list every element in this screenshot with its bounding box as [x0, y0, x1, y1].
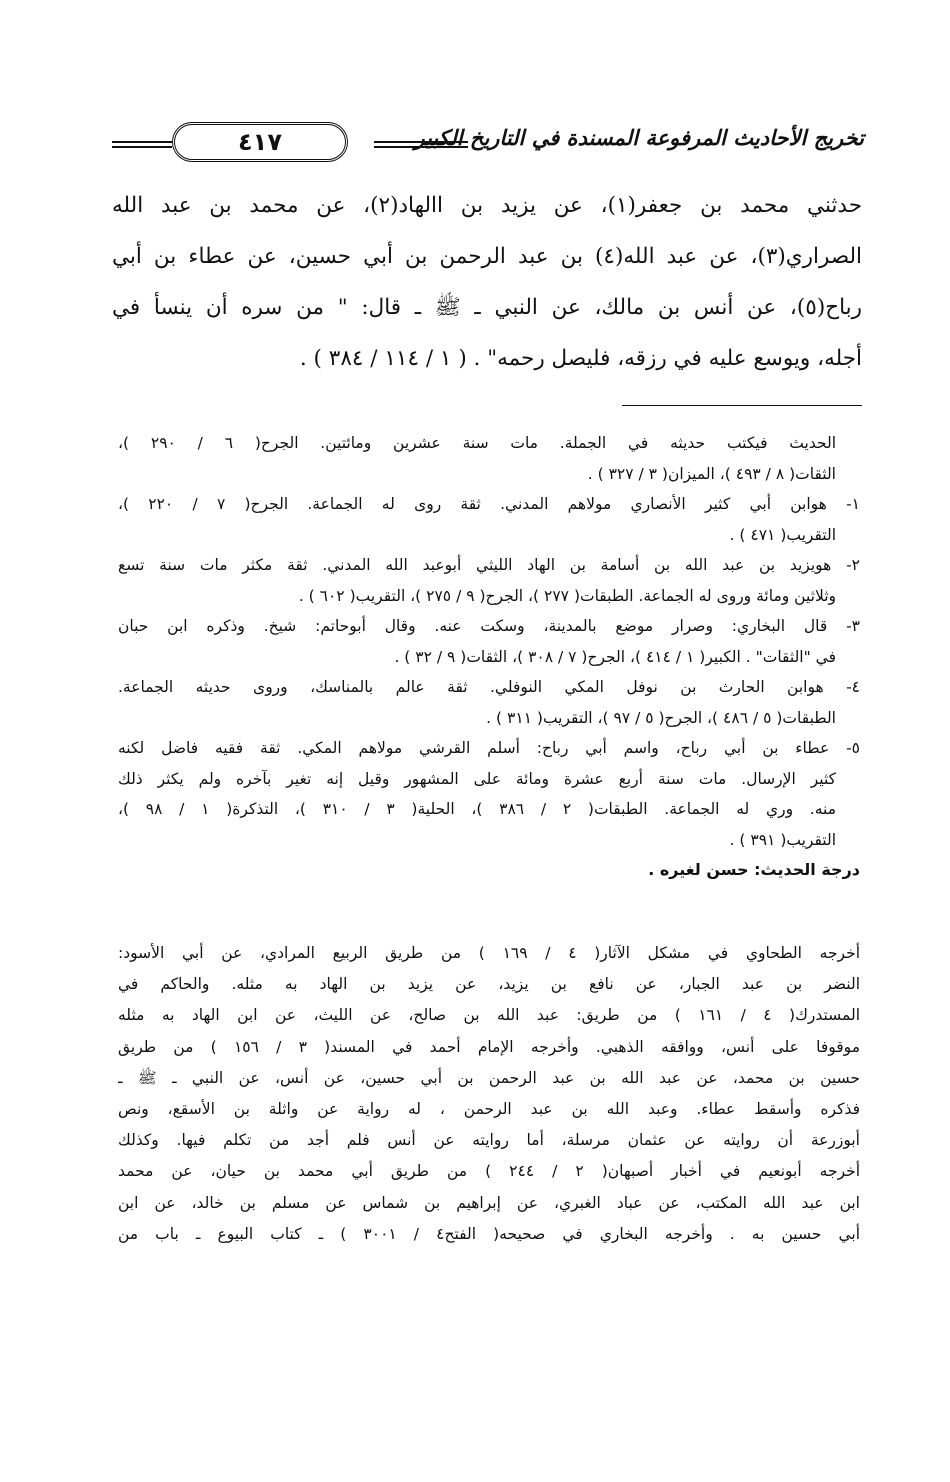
footnote-2 [118, 550, 860, 611]
hadith-line: أجله، ويوسع عليه في رزقه، فليصل رحمه" . ( ١ / ١١٤ / ٣٨٤ ) . [299, 346, 862, 371]
footnote-line: ٥- عطاء بن أبي رباح، واسم أبي رباح: أسلم القرشي مولاهم المكي. ثقة فقيه فاضل لكنه [118, 739, 860, 757]
takhrij-line: أخرجه أبونعيم في أخبار أصبهان( ٢ / ٢٤٤ ) من طريق أبي محمد بن حيان، عن محمد [118, 1162, 860, 1181]
page-header [112, 118, 864, 174]
takhrij-line: أبي حسين به . وأخرجه البخاري في صحيحه( الفتح٤ / ٣٠٠١ ) ـ كتاب البيوع ـ باب من [118, 1224, 860, 1243]
takhrij-line: النضر بن عبد الجبار، عن نافع بن يزيد، عن يزيد بن الهاد به مثله. والحاكم في [118, 975, 860, 994]
takhrij-line: فذكره وأسقط عطاء. وعبد الله بن عبد الرحمن ، له رواية عن واثلة بن الأسقع، ونص [118, 1100, 860, 1119]
footnote-3 [118, 611, 860, 672]
footnote-line: ٤- هوابن الحارث بن نوفل المكي النوفلي. ثقة عالم بالمناسك، وروى حديثه الجماعة. [118, 678, 860, 696]
takhrij-line: ابن عبد الله المكتب، عن عباد الغبري، عن إبراهيم بن شماس عن مسلم بن خالد، عن ابن [118, 1193, 860, 1212]
hadith-line: الصراري(٣)، عن عبد الله(٤) بن عبد الرحمن بن أبي حسين، عن عطاء بن أبي [112, 244, 862, 269]
footnote-line: ٣- قال البخاري: وصرار موضع بالمدينة، وسكت عنه. وقال أبوحاتم: شيخ. وذكره ابن حبان [118, 617, 860, 635]
hadith-text [112, 180, 862, 384]
page-number: ٤١٧ [172, 122, 348, 162]
footnote-line: الحديث فيكتب حديثه في الجملة. مات سنة عشرين ومائتين. الجرح( ٦ / ٢٩٠ )، [118, 434, 837, 452]
hadith-line: رباح(٥)، عن أنس بن مالك، عن النبي ـ ﷺ ـ قال: " من سره أن ينسأ في [112, 295, 862, 320]
footnote-5 [118, 733, 860, 855]
footnote-line: وثلاثين ومائة وروى له الجماعة. الطبقات( ٢٧٧ )، الجرح( ٩ / ٢٧٥ )، التقريب( ٦٠٢ ) . [298, 586, 836, 605]
header-rule-left [112, 141, 172, 148]
footnote-line: التقريب( ٤٧١ ) . [729, 525, 836, 544]
takhrij-line: حسين بن محمد، عن عبد الله بن عبد الرحمن بن أبي حسين، عن أنس، عن النبي ـ ﷺ ـ [118, 1068, 860, 1087]
footnote-line: في "الثقات" . الكبير( ١ / ٤١٤ )، الجرح( ٧ / ٣٠٨ )، الثقات( ٩ / ٣٢ ) . [394, 647, 836, 666]
hadith-line: حدثني محمد بن جعفر(١)، عن يزيد بن االهاد(٢)، عن محمد بن عبد الله [112, 193, 862, 218]
footnote-line: كثير الإرسال. مات سنة أربع عشرة ومائة على المشهور وقيل إنه تغير بآخره ولم يكثر ذلك [118, 769, 836, 788]
footnote-separator [622, 405, 862, 406]
running-title: تخريج الأحاديث المرفوعة المسندة في التاريخ الكبير [414, 126, 864, 150]
footnote-4 [118, 672, 860, 733]
takhrij-line: أبوزرعة أن روايته عن عثمان مرسلة، أما روايته عن أنس فلم أجد من تكلم فيها. وكذلك [118, 1131, 860, 1150]
takhrij-line: موقوفا على أنس، ووافقه الذهبي. وأخرجه الإمام أحمد في المسند( ٣ / ١٥٦ ) من طريق [118, 1037, 860, 1056]
footnote-line: الطبقات( ٥ / ٤٨٦ )، الجرح( ٥ / ٩٧ )، التقريب( ٣١١ ) . [486, 708, 836, 727]
footnote-1 [118, 489, 860, 550]
takhrij-line: المستدرك( ٤ / ١٦١ ) من طريق: عبد الله بن صالح، عن الليث، عن ابن الهاد به مثله [118, 1006, 860, 1025]
footnote-line: الثقات( ٨ / ٤٩٣ )، الميزان( ٣ / ٣٢٧ ) . [587, 464, 836, 483]
header-rule-right [374, 141, 468, 148]
footnote-line: ٢- هويزيد بن عبد الله بن أسامة بن الهاد الليثي أبوعبد الله المدني. ثقة مكثر مات سنة تسع [118, 556, 860, 574]
footnote-line: منه. وري له الجماعة. الطبقات( ٢ / ٣٨٦ )، الحلية( ٣ / ٣١٠ )، التذكرة( ١ / ٩٨ )، [118, 800, 837, 818]
takhrij-line: أخرجه الطحاوي في مشكل الآثار( ٤ / ١٦٩ ) من طريق الربيع المرادي، عن أبي الأسود: [118, 944, 860, 962]
footnote-line: ١- هوابن أبي كثير الأنصاري مولاهم المدني. ثقة روى له الجماعة. الجرح( ٧ / ٢٢٠ )، [118, 495, 860, 513]
takhrij-text [118, 938, 860, 1250]
footnotes [118, 428, 860, 886]
hadith-grade: درجة الحديث: حسن لغيره . [648, 860, 860, 879]
footnote-continuation [118, 428, 860, 489]
footnote-line: التقريب( ٣٩١ ) . [729, 830, 836, 849]
